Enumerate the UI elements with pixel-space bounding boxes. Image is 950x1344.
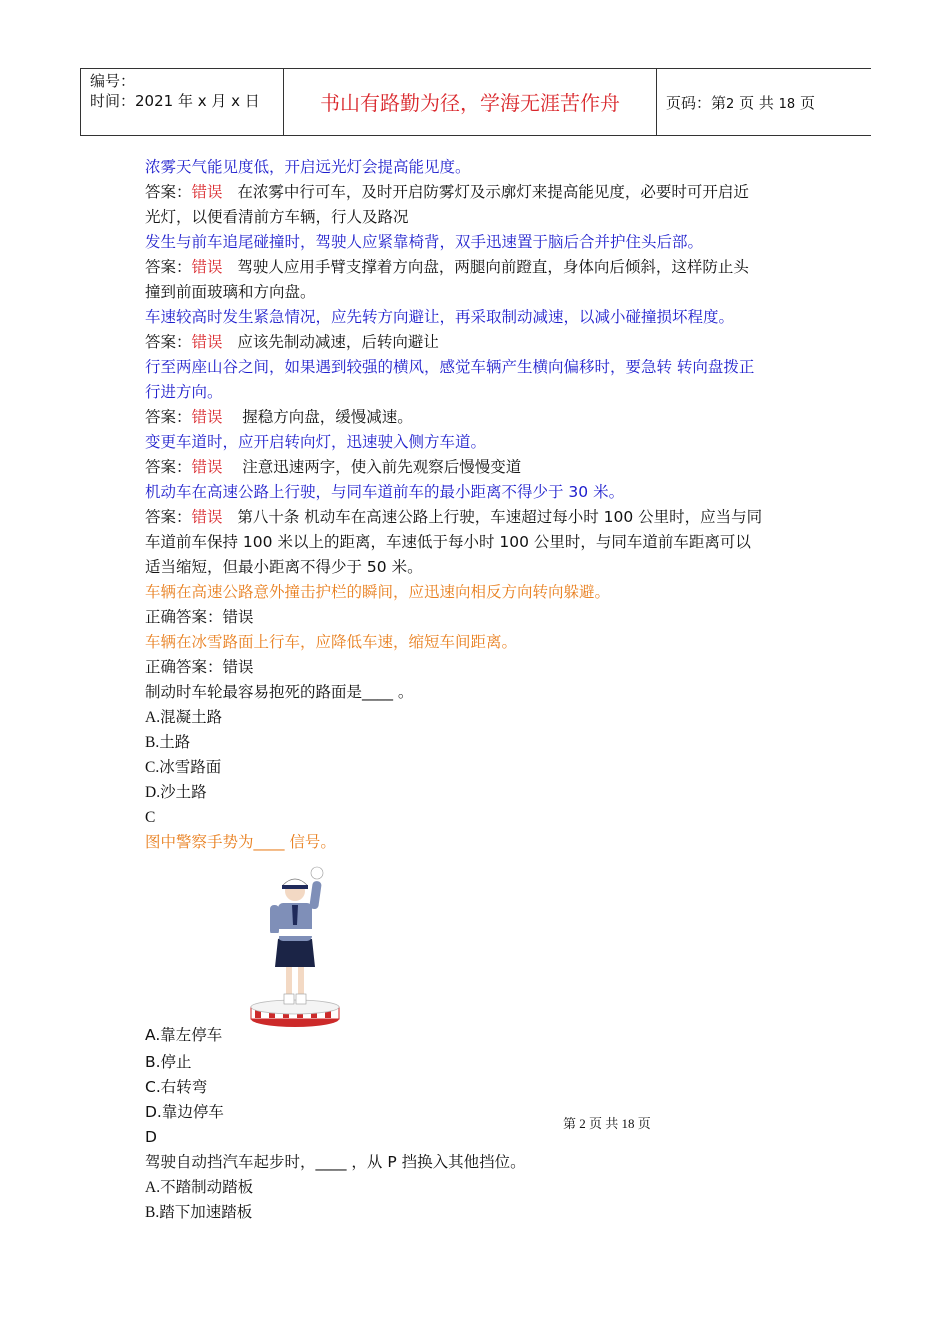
answer-explanation: 握稳方向盘，缓慢减速。 <box>237 408 413 426</box>
answer-line <box>145 455 815 480</box>
question-text: 浓雾天气能见度低，开启远光灯会提高能见度。 <box>145 158 471 176</box>
mcq-option: A.不踏制动踏板 <box>145 1179 254 1196</box>
header-motto-cell <box>284 69 657 135</box>
number-label: 编号： <box>90 72 136 90</box>
mcq-answer: C <box>145 809 156 826</box>
mcq-option: C.右转弯 <box>145 1078 208 1096</box>
answer-line <box>145 505 815 530</box>
mcq-option: C.冰雪路面 <box>145 759 222 776</box>
answer-label: 答案： <box>145 408 192 426</box>
mcq-question: 制动时车轮最容易抱死的路面是____ 。 <box>145 683 414 701</box>
mcq-option: B.停止 <box>145 1053 192 1071</box>
correct-answer: 正确答案：错误 <box>145 608 254 626</box>
answer-explanation-cont: 适当缩短，但最小距离不得少于 50 米。 <box>145 558 423 576</box>
answer-explanation-cont: 撞到前面玻璃和方向盘。 <box>145 283 316 301</box>
mcq-option: D.靠边停车 <box>145 1103 224 1121</box>
mcq-option: B.踏下加速踏板 <box>145 1204 253 1221</box>
mcq-answer: D <box>145 1128 157 1146</box>
page-mid: 页 共 <box>739 94 774 112</box>
traffic-police-figure <box>245 859 345 1029</box>
page-indicator <box>666 92 815 113</box>
mcq-question: 图中警察手势为____ 信号。 <box>145 833 336 851</box>
answer-explanation: 第八十条 机动车在高速公路上行驶，车速超过每小时 100 公里时，应当与同 <box>237 508 763 526</box>
page-header <box>80 68 871 136</box>
question-text: 发生与前车追尾碰撞时，驾驶人应紧靠椅背，双手迅速置于脑后合并护住头后部。 <box>145 233 704 251</box>
answer-value: 错误 <box>191 508 223 526</box>
answer-label: 答案： <box>145 508 192 526</box>
answer-line <box>145 180 815 205</box>
answer-value: 错误 <box>191 183 223 201</box>
answer-label: 答案： <box>145 333 192 351</box>
answer-explanation-cont: 光灯，以便看清前方车辆，行人及路况 <box>145 208 409 226</box>
answer-label: 答案： <box>145 458 192 476</box>
question-text: 变更车道时，应开启转向灯，迅速驶入侧方车道。 <box>145 433 487 451</box>
answer-explanation-cont: 车道前车保持 100 米以上的距离，车速低于每小时 100 公里时，与同车道前车距离可以 <box>145 533 751 551</box>
question-text: 机动车在高速公路上行驶，与同车道前车的最小距离不得少于 30 米。 <box>145 483 625 501</box>
answer-line <box>145 330 815 355</box>
mcq-option: B.土路 <box>145 734 191 751</box>
answer-value: 错误 <box>191 408 223 426</box>
mcq-option: A.混凝土路 <box>145 709 223 726</box>
mcq-question: 驾驶自动挡汽车起步时，____ ，从 P 挡换入其他挡位。 <box>145 1153 526 1171</box>
question-text: 行至两座山谷之间，如果遇到较强的横风，感觉车辆产生横向偏移时，要急转 转向盘拨正 <box>145 358 755 376</box>
question-text: 车速较高时发生紧急情况，应先转方向避让，再采取制动减速，以减小碰撞损坏程度。 <box>145 308 735 326</box>
mcq-option: D.沙土路 <box>145 784 207 801</box>
time-label: 时间：2021 年 x 月 x 日 <box>90 92 260 110</box>
page-prefix: 页码：第 <box>666 94 727 112</box>
page-current: 2 <box>726 97 735 112</box>
page-total: 18 <box>778 97 796 112</box>
header-meta-cell <box>81 69 284 135</box>
answer-line <box>145 255 815 280</box>
question-text-cont: 行进方向。 <box>145 383 223 401</box>
page-suffix: 页 <box>799 94 815 112</box>
answer-label: 答案： <box>145 183 192 201</box>
question-text: 车辆在高速公路意外撞击护栏的瞬间，应迅速向相反方向转向躲避。 <box>145 583 611 601</box>
question-text: 车辆在冰雪路面上行车，应降低车速，缩短车间距离。 <box>145 633 518 651</box>
figure-row <box>145 855 815 1050</box>
answer-value: 错误 <box>191 258 223 276</box>
header-page-cell <box>657 69 871 135</box>
motto: 书山有路勤为径，学海无涯苦作舟 <box>320 91 620 115</box>
page-footer: 第 2 页 共 18 页 <box>563 1116 651 1131</box>
answer-explanation: 驾驶人应用手臂支撑着方向盘，两腿向前蹬直，身体向后倾斜，这样防止头 <box>237 258 749 276</box>
correct-answer: 正确答案：错误 <box>145 658 254 676</box>
answer-explanation: 应该先制动减速，后转向避让 <box>237 333 439 351</box>
answer-value: 错误 <box>191 333 223 351</box>
answer-label: 答案： <box>145 258 192 276</box>
answer-line <box>145 405 815 430</box>
answer-explanation: 注意迅速两字，使入前先观察后慢慢变道 <box>237 458 522 476</box>
mcq-option: A.靠左停车 <box>145 1026 223 1044</box>
document-body <box>145 155 815 1225</box>
answer-explanation: 在浓雾中行可车，及时开启防雾灯及示廓灯来提高能见度，必要时可开启近 <box>237 183 749 201</box>
answer-value: 错误 <box>191 458 223 476</box>
